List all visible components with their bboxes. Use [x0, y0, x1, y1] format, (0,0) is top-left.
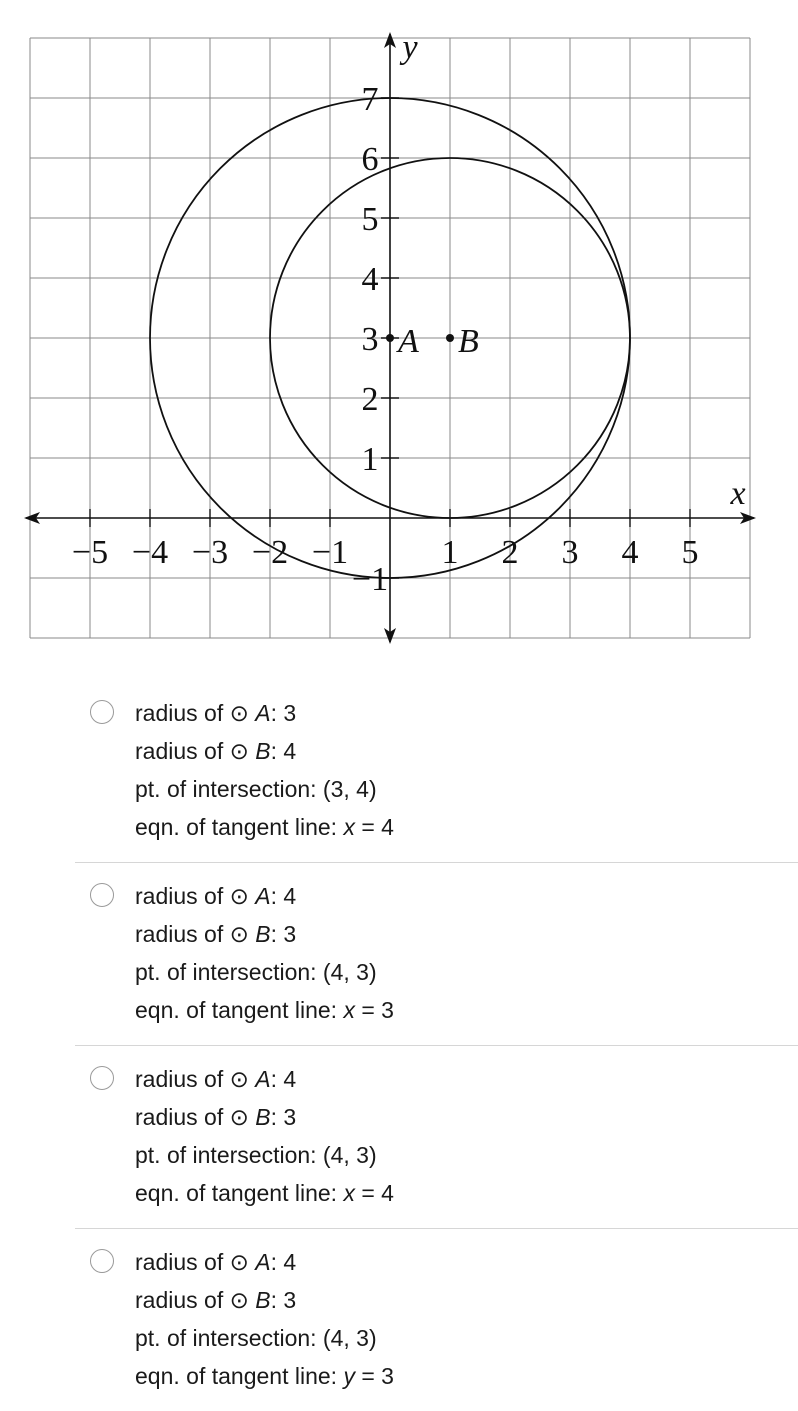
radius-a-line — [135, 877, 798, 915]
coordinate-plane-svg — [0, 0, 798, 650]
radius-prefix: radius of ⊙ — [135, 1287, 256, 1313]
circle-name: A — [255, 1249, 271, 1275]
tangent-value: = 3 — [354, 997, 394, 1023]
radius-a-line — [135, 694, 798, 732]
intersection-line: pt. of intersection: (3, 4) — [135, 776, 377, 802]
tangent-line-equation — [135, 1174, 798, 1212]
circle-name: A — [255, 700, 271, 726]
radius-prefix: radius of ⊙ — [135, 738, 256, 764]
tangent-prefix: eqn. of tangent line: — [135, 1180, 344, 1206]
radius-prefix: radius of ⊙ — [135, 883, 256, 909]
radius-b-line — [135, 915, 798, 953]
x-tick-label: −5 — [71, 534, 109, 571]
tangent-line-equation — [135, 1357, 798, 1395]
x-tick-label: −1 — [311, 534, 349, 571]
x-axis-label: x — [730, 475, 746, 512]
answer-choice-4[interactable] — [75, 1228, 798, 1411]
radius-prefix: radius of ⊙ — [135, 1104, 256, 1130]
radius-value: : 4 — [270, 1066, 297, 1092]
answer-choice-3[interactable] — [75, 1045, 798, 1228]
x-tick-label: 2 — [501, 534, 519, 571]
y-tick-label: 6 — [361, 141, 379, 178]
radio-button-1[interactable] — [90, 700, 114, 724]
x-tick-label: 4 — [621, 534, 639, 571]
point-label-b: B — [458, 323, 479, 360]
y-tick-label: 1 — [361, 441, 379, 478]
circle-name: B — [255, 921, 271, 947]
radius-prefix: radius of ⊙ — [135, 1249, 256, 1275]
radius-value: : 4 — [270, 883, 297, 909]
tangent-variable: x — [343, 1180, 355, 1206]
y-tick-label: 4 — [361, 261, 379, 298]
x-tick-label: 1 — [441, 534, 459, 571]
point-label-a: A — [398, 323, 419, 360]
circle-name: B — [255, 738, 271, 764]
coordinate-plane-figure — [0, 0, 798, 650]
y-tick-label: 7 — [361, 81, 379, 118]
y-tick-label: 3 — [361, 321, 379, 358]
radius-value: : 3 — [270, 700, 297, 726]
circle-name: B — [255, 1287, 271, 1313]
tangent-variable: x — [343, 997, 355, 1023]
radius-prefix: radius of ⊙ — [135, 921, 256, 947]
tangent-line-equation — [135, 808, 798, 846]
tangent-prefix: eqn. of tangent line: — [135, 997, 344, 1023]
radius-prefix: radius of ⊙ — [135, 1066, 256, 1092]
radius-value: : 4 — [270, 1249, 297, 1275]
x-tick-label: 3 — [561, 534, 579, 571]
y-tick-label: 2 — [361, 381, 379, 418]
point-b — [446, 334, 454, 342]
tangent-prefix: eqn. of tangent line: — [135, 814, 344, 840]
tangent-line-equation — [135, 991, 798, 1029]
radio-button-2[interactable] — [90, 883, 114, 907]
y-axis-label: y — [402, 29, 418, 66]
radio-button-3[interactable] — [90, 1066, 114, 1090]
tangent-variable: y — [343, 1363, 355, 1389]
point-a — [386, 334, 394, 342]
y-tick-label: 5 — [361, 201, 379, 238]
radius-b-line — [135, 1098, 798, 1136]
tangent-prefix: eqn. of tangent line: — [135, 1363, 344, 1389]
answer-choice-2[interactable] — [75, 862, 798, 1045]
tangent-value: = 4 — [354, 814, 394, 840]
circle-name: A — [255, 883, 271, 909]
x-tick-label: 5 — [681, 534, 699, 571]
radio-button-4[interactable] — [90, 1249, 114, 1273]
radius-a-line — [135, 1243, 798, 1281]
radius-value: : 3 — [270, 1287, 297, 1313]
answer-choices — [0, 680, 798, 1411]
intersection-line: pt. of intersection: (4, 3) — [135, 1325, 377, 1351]
x-tick-label: −3 — [191, 534, 229, 571]
radius-prefix: radius of ⊙ — [135, 700, 256, 726]
x-tick-label: −2 — [251, 534, 289, 571]
tangent-value: = 4 — [354, 1180, 394, 1206]
intersection-line: pt. of intersection: (4, 3) — [135, 959, 377, 985]
answer-choice-1[interactable] — [0, 680, 798, 862]
radius-b-line — [135, 1281, 798, 1319]
radius-b-line — [135, 732, 798, 770]
radius-a-line — [135, 1060, 798, 1098]
y-tick-label: −1 — [351, 561, 389, 598]
radius-value: : 3 — [270, 1104, 297, 1130]
circle-name: B — [255, 1104, 271, 1130]
radius-value: : 4 — [270, 738, 297, 764]
x-tick-label: −4 — [131, 534, 169, 571]
intersection-line: pt. of intersection: (4, 3) — [135, 1142, 377, 1168]
circle-name: A — [255, 1066, 271, 1092]
tangent-variable: x — [343, 814, 355, 840]
radius-value: : 3 — [270, 921, 297, 947]
tangent-value: = 3 — [354, 1363, 394, 1389]
